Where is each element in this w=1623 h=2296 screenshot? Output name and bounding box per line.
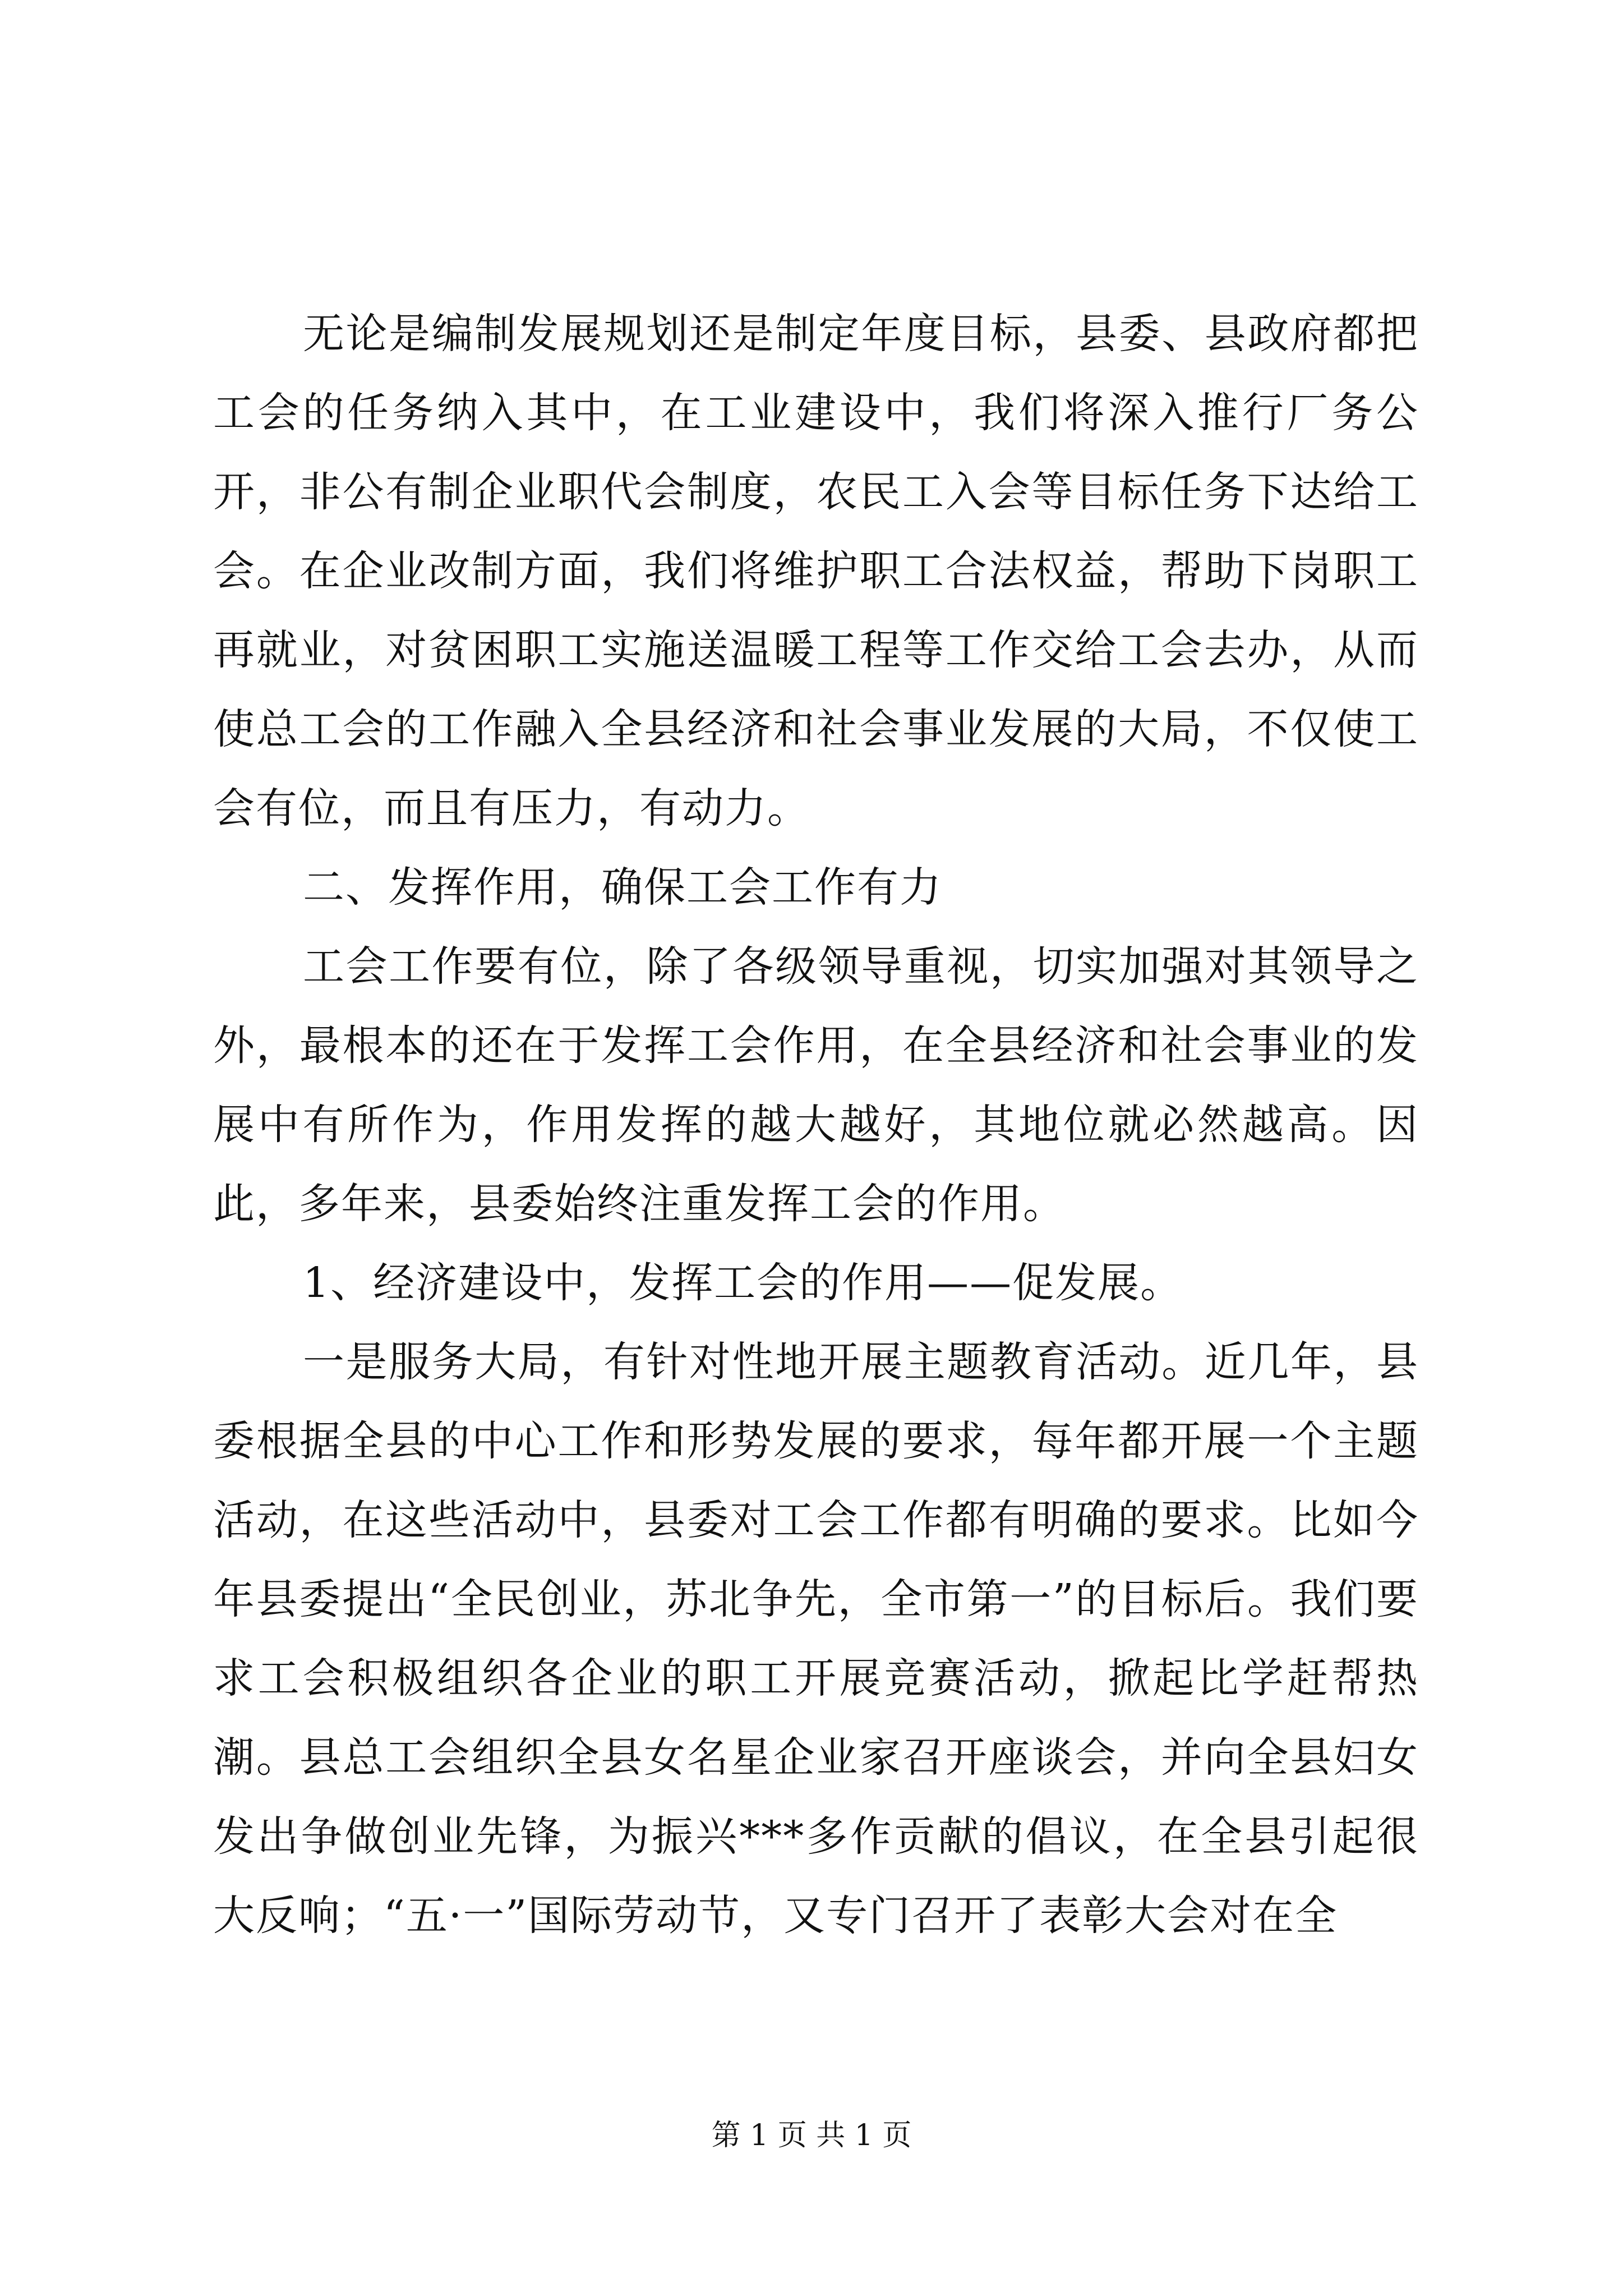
paragraph: 无论是编制发展规划还是制定年度目标，县委、县政府都把工会的任务纳入其中，在工业建设中，我们将深入推行厂务公开，非公有制企业职代会制度，农民工入会等目标任务下达给工会。在企业改制方面，我们将维护职工合法权益，帮助下岗职工再就业，对贫困职工实施送温暖工程等工作交给工会去办，从而使总工会的工作融入全县经济和社会事业发展的大局，不仅使工会有位，而且有压力，有动力。: [213, 310, 1419, 832]
page-footer: 第 1 页 共 1 页: [711, 2119, 912, 2152]
paragraph: 工会工作要有位，除了各级领导重视，切实加强对其领导之外，最根本的还在于发挥工会作用，在全县经济和社会事业的发展中有所作为，作用发挥的越大越好，其地位就必然越高。因此，多年来，县委始终注重发挥工会的作用。: [213, 942, 1419, 1228]
section-heading: 二、发挥作用，确保工会工作有力: [303, 863, 942, 912]
subsection-heading: 1、经济建设中，发挥工会的作用——促发展。: [303, 1259, 1183, 1307]
paragraph: 一是服务大局，有针对性地开展主题教育活动。近几年，县委根据全县的中心工作和形势发展的要求，每年都开展一个主题活动，在这些活动中，县委对工会工作都有明确的要求。比如今年县委提出“全民创业，苏北争先，全市第一”的目标后。我们要求工会积极组织各企业的职工开展竞赛活动，掀起比学赶帮热潮。县总工会组织全县女名星企业家召开座谈会，并向全县妇女发出争做创业先锋，为振兴***多作贡献的倡议，在全县引起很大反响；“五·一”国际劳动节，又专门召开了表彰大会对在全: [213, 1338, 1419, 1940]
document-body: [213, 295, 1419, 1955]
